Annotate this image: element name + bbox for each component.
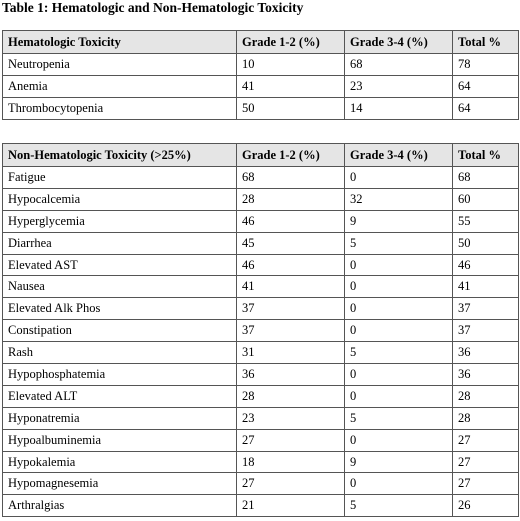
header-total: Total %: [453, 31, 519, 54]
cell-grade-3-4: 9: [345, 210, 453, 232]
cell-grade-3-4: 5: [345, 495, 453, 517]
cell-total: 36: [453, 342, 519, 364]
table-row: [3, 167, 519, 189]
cell-grade-3-4: 32: [345, 188, 453, 210]
cell-total: 26: [453, 495, 519, 517]
cell-grade-3-4: 0: [345, 385, 453, 407]
header-total: Total %: [453, 144, 519, 167]
header-grade-3-4: Grade 3-4 (%): [345, 31, 453, 54]
cell-toxicity: Hypophosphatemia: [3, 364, 237, 386]
cell-grade-1-2: 50: [237, 98, 345, 120]
cell-total: 64: [453, 76, 519, 98]
table-row: [3, 210, 519, 232]
hematologic-toxicity-table: [2, 30, 519, 120]
cell-grade-3-4: 9: [345, 451, 453, 473]
cell-toxicity: Elevated AST: [3, 254, 237, 276]
cell-grade-1-2: 36: [237, 364, 345, 386]
cell-grade-3-4: 0: [345, 254, 453, 276]
cell-grade-3-4: 0: [345, 364, 453, 386]
cell-toxicity: Hypoalbuminemia: [3, 429, 237, 451]
cell-total: 27: [453, 473, 519, 495]
table-row: [3, 320, 519, 342]
cell-total: 64: [453, 98, 519, 120]
cell-grade-1-2: 23: [237, 407, 345, 429]
table-row: [3, 98, 519, 120]
cell-total: 36: [453, 364, 519, 386]
table-row: [3, 254, 519, 276]
cell-toxicity: Neutropenia: [3, 54, 237, 76]
cell-total: 68: [453, 167, 519, 189]
table-row: [3, 188, 519, 210]
cell-grade-1-2: 37: [237, 298, 345, 320]
cell-total: 27: [453, 451, 519, 473]
cell-grade-1-2: 21: [237, 495, 345, 517]
cell-grade-1-2: 10: [237, 54, 345, 76]
table-row: [3, 429, 519, 451]
cell-grade-1-2: 31: [237, 342, 345, 364]
cell-grade-1-2: 41: [237, 76, 345, 98]
cell-total: 60: [453, 188, 519, 210]
cell-grade-3-4: 5: [345, 232, 453, 254]
cell-total: 78: [453, 54, 519, 76]
cell-total: 28: [453, 407, 519, 429]
cell-grade-3-4: 5: [345, 407, 453, 429]
table-row: [3, 495, 519, 517]
cell-grade-3-4: 5: [345, 342, 453, 364]
cell-grade-1-2: 45: [237, 232, 345, 254]
cell-toxicity: Hypocalcemia: [3, 188, 237, 210]
cell-toxicity: Hypokalemia: [3, 451, 237, 473]
table-row: [3, 298, 519, 320]
header-grade-1-2: Grade 1-2 (%): [237, 144, 345, 167]
cell-total: 46: [453, 254, 519, 276]
cell-grade-1-2: 27: [237, 429, 345, 451]
cell-total: 55: [453, 210, 519, 232]
cell-grade-3-4: 68: [345, 54, 453, 76]
table-row: [3, 276, 519, 298]
cell-total: 41: [453, 276, 519, 298]
cell-toxicity: Rash: [3, 342, 237, 364]
cell-toxicity: Hyperglycemia: [3, 210, 237, 232]
header-grade-3-4: Grade 3-4 (%): [345, 144, 453, 167]
header-toxicity: Non-Hematologic Toxicity (>25%): [3, 144, 237, 167]
cell-toxicity: Hyponatremia: [3, 407, 237, 429]
cell-grade-1-2: 37: [237, 320, 345, 342]
cell-grade-1-2: 27: [237, 473, 345, 495]
table-row: [3, 342, 519, 364]
cell-grade-3-4: 23: [345, 76, 453, 98]
table-row: [3, 76, 519, 98]
header-grade-1-2: Grade 1-2 (%): [237, 31, 345, 54]
cell-toxicity: Anemia: [3, 76, 237, 98]
cell-grade-1-2: 28: [237, 188, 345, 210]
table-title: Table 1: Hematologic and Non-Hematologic Toxicity: [2, 0, 304, 15]
cell-toxicity: Diarrhea: [3, 232, 237, 254]
cell-grade-3-4: 0: [345, 167, 453, 189]
cell-grade-3-4: 0: [345, 298, 453, 320]
cell-total: 50: [453, 232, 519, 254]
cell-toxicity: Arthralgias: [3, 495, 237, 517]
table-row: [3, 364, 519, 386]
cell-grade-1-2: 46: [237, 210, 345, 232]
table-row: [3, 473, 519, 495]
table-header-row: [3, 144, 519, 167]
cell-grade-1-2: 28: [237, 385, 345, 407]
cell-toxicity: Elevated Alk Phos: [3, 298, 237, 320]
cell-toxicity: Thrombocytopenia: [3, 98, 237, 120]
cell-grade-1-2: 18: [237, 451, 345, 473]
table-row: [3, 54, 519, 76]
cell-toxicity: Hypomagnesemia: [3, 473, 237, 495]
cell-grade-3-4: 0: [345, 473, 453, 495]
table-header-row: [3, 31, 519, 54]
cell-grade-1-2: 41: [237, 276, 345, 298]
header-toxicity: Hematologic Toxicity: [3, 31, 237, 54]
cell-grade-3-4: 0: [345, 320, 453, 342]
cell-toxicity: Fatigue: [3, 167, 237, 189]
cell-toxicity: Elevated ALT: [3, 385, 237, 407]
cell-grade-3-4: 0: [345, 429, 453, 451]
cell-total: 27: [453, 429, 519, 451]
cell-toxicity: Nausea: [3, 276, 237, 298]
non-hematologic-toxicity-table: [2, 143, 519, 517]
cell-grade-3-4: 14: [345, 98, 453, 120]
cell-grade-1-2: 46: [237, 254, 345, 276]
table-row: [3, 407, 519, 429]
cell-total: 37: [453, 320, 519, 342]
table-row: [3, 232, 519, 254]
table-row: [3, 385, 519, 407]
table-row: [3, 451, 519, 473]
cell-total: 28: [453, 385, 519, 407]
cell-total: 37: [453, 298, 519, 320]
cell-grade-1-2: 68: [237, 167, 345, 189]
cell-toxicity: Constipation: [3, 320, 237, 342]
cell-grade-3-4: 0: [345, 276, 453, 298]
